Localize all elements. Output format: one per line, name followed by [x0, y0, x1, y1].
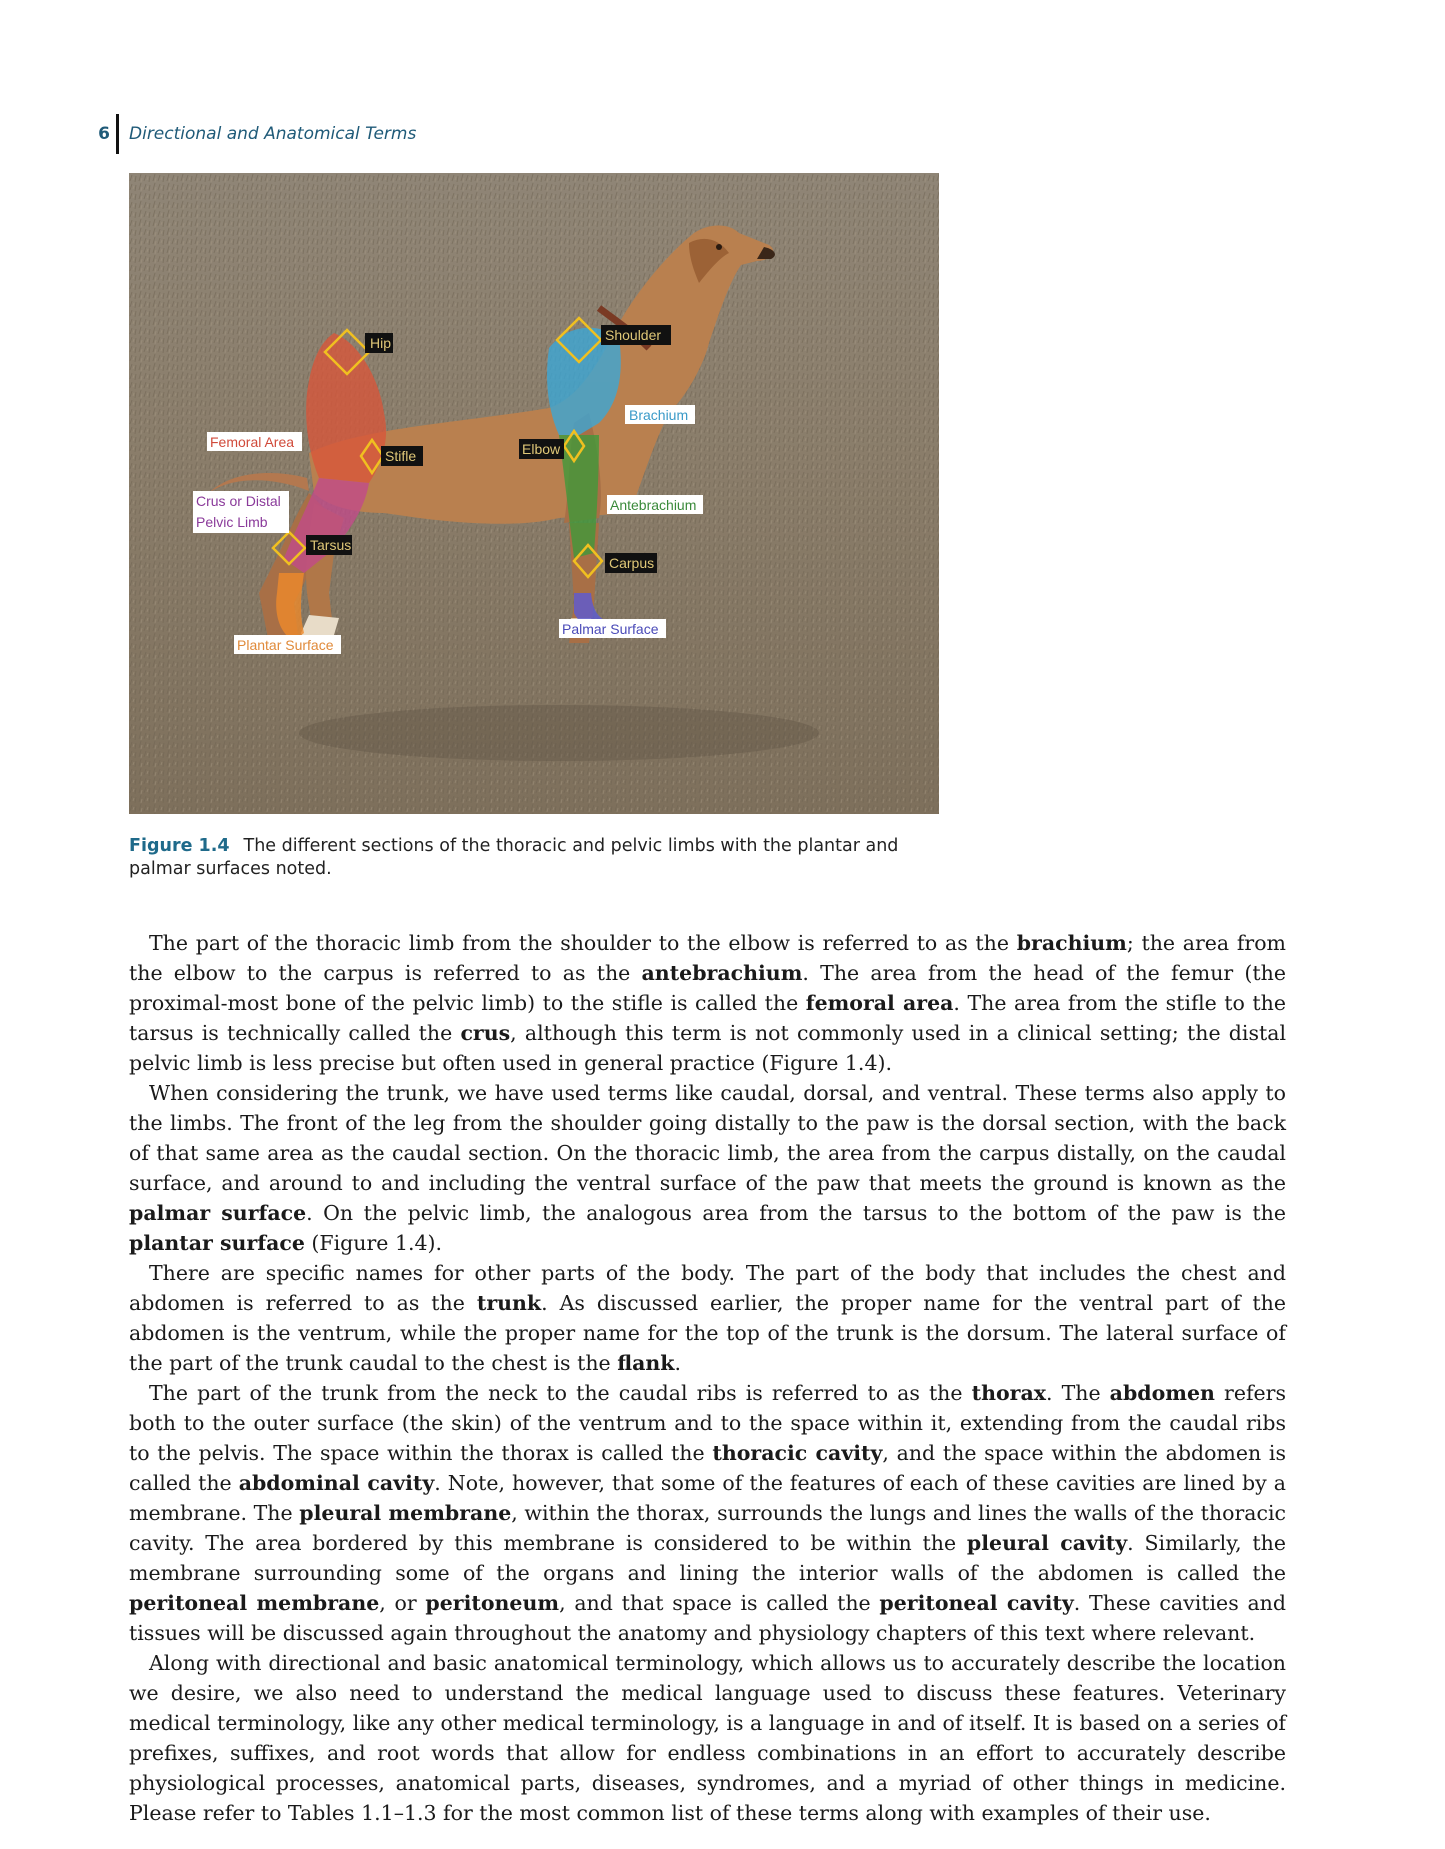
- bold-term: thoracic cavity: [712, 1441, 883, 1465]
- bold-term: antebrachium: [641, 961, 803, 985]
- running-header: [94, 114, 416, 154]
- label-palmar-surface: Palmar Surface: [562, 621, 659, 637]
- figure-caption: [129, 835, 949, 881]
- running-title: Directional and Anatomical Terms: [129, 124, 417, 144]
- label-crus-line2: Pelvic Limb: [196, 514, 268, 530]
- bold-term: peritoneum: [425, 1591, 560, 1615]
- text-run: . These cavities and tissues will be discussed again throughout the anatomy and physiology chapters of this text where relevant.: [129, 1591, 1286, 1645]
- bold-term: brachium: [1016, 931, 1127, 955]
- figure-dog-limb-diagram: [129, 173, 939, 814]
- label-plantar-surface: Plantar Surface: [237, 637, 334, 653]
- label-shoulder: Shoulder: [605, 327, 662, 343]
- bold-term: peritoneal cavity: [879, 1591, 1074, 1615]
- paragraph: [129, 1258, 1286, 1378]
- label-stifle: Stifle: [385, 448, 417, 464]
- bold-term: pleural membrane: [299, 1501, 512, 1525]
- text-run: . On the pelvic limb, the analogous area from the tarsus to the bottom of the paw is the: [306, 1201, 1286, 1225]
- text-run: . Note, however, that some of the features of each of these cavities are lined by a membrane. The: [129, 1471, 1286, 1525]
- paragraph: [129, 1648, 1286, 1828]
- text-run: . Similarly, the membrane surrounding some of the organs and lining the interior walls of the abdomen is called the: [129, 1531, 1286, 1585]
- bold-term: trunk: [476, 1291, 542, 1315]
- text-run: , although this term is not commonly used in a clinical setting; the distal pelvic limb is less precise but often used in general practice (Figure 1.4).: [129, 1021, 1287, 1075]
- bold-term: plantar surface: [129, 1231, 305, 1255]
- label-crus-line1: Crus or Distal: [196, 493, 281, 509]
- text-run: , and that space is called the: [559, 1591, 880, 1615]
- text-run: The part of the trunk from the neck to the caudal ribs is referred to as the: [149, 1381, 972, 1405]
- bold-term: femoral area: [805, 991, 954, 1015]
- text-run: . As discussed earlier, the proper name for the ventral part of the abdomen is the ventrum, while the proper name for the top of the trunk is the dorsum. The lateral surface of the part of the trunk caudal to the chest is the: [129, 1291, 1286, 1375]
- text-run: refers both to the outer surface (the skin) of the ventrum and to the space within it, extending from the caudal ribs to the pelvis. The space within the thorax is called the: [129, 1381, 1286, 1465]
- text-run: . The area from the stifle to the tarsus is technically called the: [129, 991, 1286, 1045]
- text-run: The part of the thoracic limb from the shoulder to the elbow is referred to as the: [149, 931, 1017, 955]
- page-number: 6: [98, 124, 110, 144]
- body-text: [129, 928, 1286, 1828]
- text-run: Along with directional and basic anatomical terminology, which allows us to accurately describe the location we desire, we also need to understand the medical language used to discuss these features. Veterinary medical terminology, like any other medical terminology, is a language in and of itself. It is based on a series of prefixes, suffixes, and root words that allow for endless combinations in an effort to accurately describe physiological processes, anatomical parts, diseases, syndromes, and a myriad of other things in medicine. Please refer to Tables 1.1–1.3 for the most common list of these terms along with examples of their use.: [129, 1651, 1286, 1825]
- paragraph: [129, 1078, 1286, 1258]
- dog-photo-illustration: [129, 173, 939, 814]
- bold-term: palmar surface: [129, 1201, 307, 1225]
- text-run: . The: [1045, 1381, 1110, 1405]
- label-elbow: Elbow: [522, 441, 561, 457]
- label-femoral-area: Femoral Area: [210, 434, 295, 450]
- text-run: When considering the trunk, we have used terms like caudal, dorsal, and ventral. These terms also apply to the limbs. The front of the leg from the shoulder going distally to the paw is the dorsal section, with the back of that same area as the caudal section. On the thoracic limb, the area from the carpus distally, on the caudal surface, and around to and including the ventral surface of the paw that meets the ground is known as the: [129, 1081, 1286, 1195]
- bold-term: abdomen: [1109, 1381, 1215, 1405]
- text-run: (Figure 1.4).: [304, 1231, 443, 1255]
- label-carpus: Carpus: [609, 555, 655, 571]
- paragraph: [129, 1378, 1286, 1648]
- bold-term: peritoneal membrane: [129, 1591, 380, 1615]
- bold-term: thorax: [971, 1381, 1046, 1405]
- label-hip: Hip: [370, 335, 392, 351]
- bold-term: pleural cavity: [966, 1531, 1128, 1555]
- caption-text: The different sections of the thoracic and pelvic limbs with the plantar and palmar surfaces noted.: [129, 836, 899, 879]
- text-run: There are specific names for other parts of the body. The part of the body that includes the chest and abdomen is referred to as the: [129, 1261, 1286, 1315]
- bold-term: flank: [617, 1351, 675, 1375]
- label-brachium: Brachium: [629, 407, 689, 423]
- text-run: , within the thorax, surrounds the lungs and lines the walls of the thoracic cavity. The area bordered by this membrane is considered to be within the: [129, 1501, 1286, 1555]
- label-antebrachium: Antebrachium: [610, 497, 697, 513]
- text-run: ; the area from the elbow to the carpus is referred to as the: [129, 931, 1286, 985]
- dog-shadow: [299, 705, 819, 761]
- figure-number: Figure 1.4: [129, 836, 230, 856]
- bold-term: abdominal cavity: [238, 1471, 435, 1495]
- label-tarsus: Tarsus: [310, 537, 352, 553]
- paragraph: [129, 928, 1286, 1078]
- header-divider: [116, 114, 119, 154]
- text-run: , or: [379, 1591, 426, 1615]
- text-run: , and the space within the abdomen is called the: [129, 1441, 1286, 1495]
- bold-term: crus: [460, 1021, 511, 1045]
- text-run: . The area from the head of the femur (the proximal-most bone of the pelvic limb) to the stifle is called the: [129, 961, 1286, 1015]
- text-run: .: [674, 1351, 682, 1375]
